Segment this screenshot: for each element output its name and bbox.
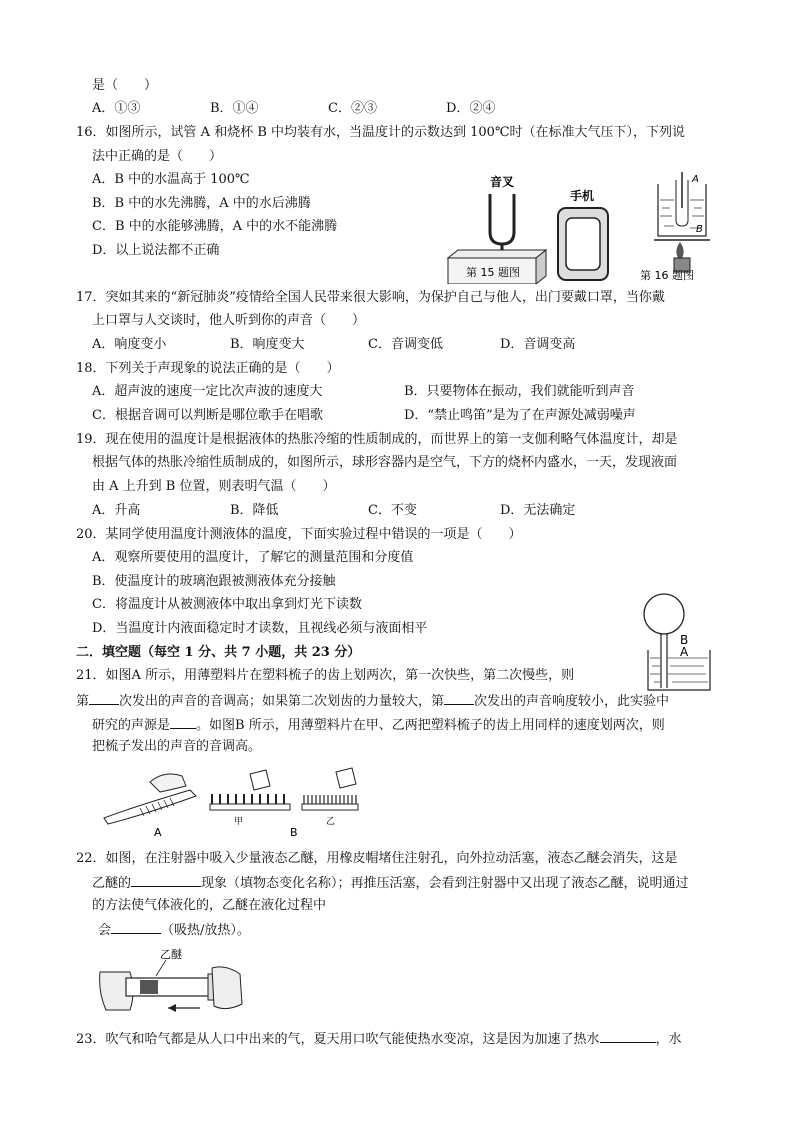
q16-option-d: D．以上说法都不正确 <box>92 243 220 258</box>
q18-option-d: D．“禁止鸣笛”是为了在声源处减弱噪声 <box>404 408 636 423</box>
q21-blank-1[interactable] <box>89 692 119 705</box>
galileo-thermometer-figure <box>634 592 714 692</box>
resonance-box-top <box>448 250 546 258</box>
q22-stem-line4 <box>98 921 250 939</box>
q21-blank-3[interactable] <box>170 716 196 729</box>
tuning-fork-prongs <box>490 194 514 244</box>
tuning-fork-label: 音叉 <box>490 175 515 189</box>
q15-option-b: B．①④ <box>210 101 259 116</box>
phone-screen <box>566 218 600 270</box>
q18-option-c: C．根据音调可以判断是哪位歌手在唱歌 <box>92 408 323 423</box>
q17-stem-line2: 上口罩与人交谈时，他人听到你的声音（ ） <box>92 313 366 328</box>
liquid-ether <box>140 980 158 994</box>
q16-stem-line1: 16．如图所示，试管 A 和烧杯 B 中均装有水，当温度计的示数达到 100℃时（在标准大气压下），下列说 <box>76 125 686 140</box>
q21-text-2c: 次发出的声音响度较小，此实验中 <box>474 694 670 709</box>
q16-option-b: B．B 中的水先沸腾，A 中的水后沸腾 <box>92 196 311 211</box>
q21-stem-line2 <box>76 692 669 710</box>
comb-jia-teeth <box>212 794 284 804</box>
q17-stem-line1: 17．突如其来的“新冠肺炎”疫情给全国人民带来很大影响，为保护自己与他人，出门要戴口罩，当你戴 <box>76 290 665 305</box>
level-b-label: B <box>680 633 689 647</box>
push-arrow-head <box>168 1004 176 1012</box>
q16-option-c: C．B 中的水能够沸腾，A 中的水不能沸腾 <box>92 219 338 234</box>
q22-blank-2[interactable] <box>111 921 161 934</box>
beaker-water-lines <box>650 658 708 682</box>
plastic-card-jia <box>250 770 270 790</box>
q15-stem-tail: 是（ ） <box>92 78 158 93</box>
q21-blank-2[interactable] <box>444 692 474 705</box>
figure-b-label: B <box>290 826 298 838</box>
ether-pointer <box>156 960 166 976</box>
q23-text-1a: 23．吹气和哈气都是从人口中出来的气，夏天用口吹气能使热水变凉，这是因为加速了热水 <box>76 1032 600 1047</box>
q22-text-2b: 现象（填物态变化名称）；再推压活塞，会看到注射器中又出现了液态乙醚，说明通过 <box>201 876 689 891</box>
q21-stem-line3 <box>92 716 665 734</box>
figure-15 <box>446 172 646 284</box>
q21-text-2a: 第 <box>76 694 90 709</box>
q19-option-c: C．不变 <box>368 503 417 518</box>
q18-option-b: B．只要物体在振动，我们就能听到声音 <box>404 384 635 399</box>
right-hand <box>212 967 242 1009</box>
q20-option-c: C．将温度计从被测液体中取出拿到灯光下读数 <box>92 597 362 612</box>
q20-stem: 20．某同学使用温度计测液体的温度，下面实验过程中错误的一项是（ ） <box>76 527 522 542</box>
figure-a-label: A <box>154 826 162 838</box>
q23-blank-1[interactable] <box>600 1030 656 1043</box>
q19-option-a: A．升高 <box>92 503 141 518</box>
q20-option-a: A．观察所要使用的温度计，了解它的测量范围和分度值 <box>92 550 414 565</box>
q15-option-a: A．①③ <box>92 101 141 116</box>
q22-text-4b: （吸热/放热）。 <box>161 923 250 938</box>
section-2-title: 二．填空题（每空 1 分、共 7 小题，共 23 分） <box>76 645 361 660</box>
q22-stem-line2 <box>92 874 689 892</box>
comb-jia-label: 甲 <box>234 817 244 827</box>
figure-16-label-b: B <box>696 224 703 235</box>
q19-option-b: B．降低 <box>230 503 279 518</box>
figure-16-label-a: A <box>692 174 699 185</box>
q18-stem: 18．下列关于声现象的说法正确的是（ ） <box>76 361 340 376</box>
q21-text-2b: 次发出的声音的音调高；如果第二次划齿的力量较大，第 <box>119 694 445 709</box>
q20-option-b: B．使温度计的玻璃泡跟被测液体充分接触 <box>92 574 336 589</box>
q16-stem-line2: 法中正确的是（ ） <box>92 149 223 164</box>
plastic-card-yi <box>336 768 356 788</box>
q22-blank-1[interactable] <box>131 874 201 887</box>
q19-option-d: D．无法确定 <box>500 503 576 518</box>
q22-stem-line1: 22．如图，在注射器中吸入少量液态乙醚，用橡皮帽堵住注射孔，向外拉动活塞，液态乙醚会消失，这是 <box>76 851 678 866</box>
q21-text-3b: 。如图B 所示，用薄塑料片在甲、乙两把塑料梳子的齿上用同样的速度划两次，则 <box>196 718 665 733</box>
q17-option-b: B．响度变大 <box>230 337 305 352</box>
q21-stem-line1: 21．如图A 所示，用薄塑料片在塑料梳子的齿上划两次，第一次快些，第二次慢些，则 <box>76 668 575 683</box>
comb-yi-label: 乙 <box>326 817 336 827</box>
comb-a <box>104 790 196 824</box>
q20-option-d: D．当温度计内液面稳定时才读数，且视线必须与液面相平 <box>92 621 428 636</box>
air-bulb <box>644 594 684 634</box>
figure-16 <box>640 170 720 282</box>
q18-option-a: A．超声波的速度一定比次声波的速度大 <box>92 384 323 399</box>
hand-a <box>150 774 186 792</box>
phone-label: 手机 <box>570 189 595 203</box>
comb-yi <box>302 804 358 810</box>
figure-15-caption: 第 15 题图 <box>466 266 520 279</box>
q19-stem-line2: 根据气体的热胀冷缩性质制成的，如图所示，球形容器内是空气，下方的烧杯内盛水，一天，发现液面 <box>92 455 678 470</box>
q16-option-a: A．B 中的水温高于 100℃ <box>92 172 250 187</box>
syringe-figure <box>96 944 246 1020</box>
q19-stem-line3: 由 A 上升到 B 位置，则表明气温（ ） <box>92 479 336 494</box>
q21-text-3a: 研究的声源是 <box>92 718 171 733</box>
q22-text-2a: 乙醚的 <box>92 876 132 891</box>
q19-stem-line1: 19．现在使用的温度计是根据液体的热胀冷缩的性质制成的，而世界上的第一支伽利略气体温度计，却是 <box>76 432 678 447</box>
comb-yi-teeth <box>304 795 356 804</box>
q22-text-4a: 会 <box>98 923 112 938</box>
q17-option-d: D．音调变高 <box>500 337 576 352</box>
q22-stem-line3: 的方法使气体液化的，乙醚在液化过程中 <box>92 898 327 913</box>
level-a-label: A <box>680 645 689 659</box>
q21-figure <box>100 764 360 838</box>
comb-jia <box>210 804 290 810</box>
q23-text-1b: ，水 <box>655 1032 682 1047</box>
q17-option-a: A．响度变小 <box>92 337 167 352</box>
q15-option-d: D．②④ <box>446 101 496 116</box>
figure-16-caption: 第 16 题图 <box>640 269 694 282</box>
water-beaker <box>648 650 710 690</box>
ether-label: 乙醚 <box>160 948 182 961</box>
q17-option-c: C．音调变低 <box>368 337 443 352</box>
syringe-barrel <box>126 978 212 996</box>
q15-option-c: C．②③ <box>328 101 377 116</box>
flame <box>676 242 683 258</box>
q21-stem-line4: 把梳子发出的声音的音调高。 <box>92 739 262 754</box>
q23-stem-line1 <box>76 1030 682 1048</box>
